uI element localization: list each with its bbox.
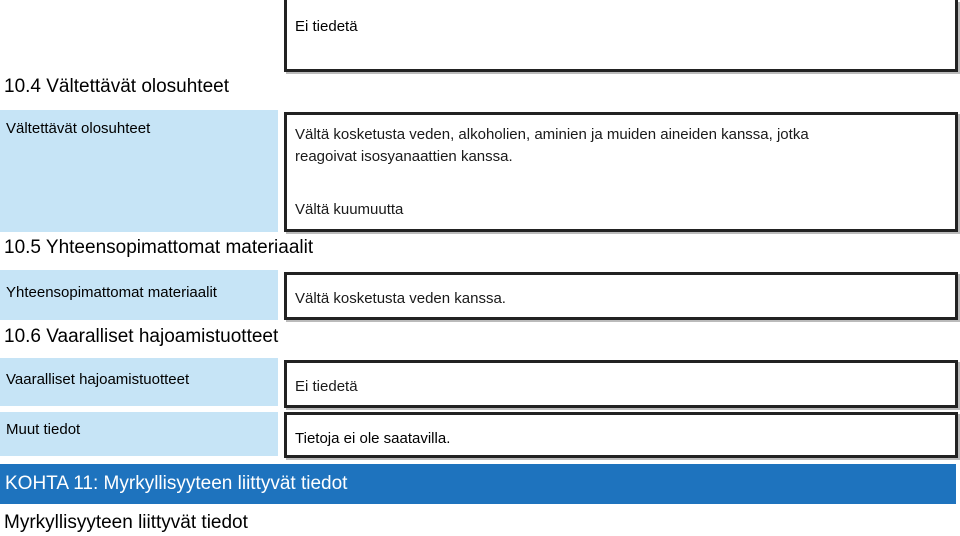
other-info-value-box	[284, 412, 958, 458]
other-info-label-cell	[0, 412, 278, 456]
section-10-4-heading: 10.4 Vältettävät olosuhteet	[4, 76, 229, 97]
top-value-text: Ei tiedetä	[295, 18, 358, 35]
section-10-4-label: Vältettävät olosuhteet	[6, 120, 151, 137]
section-10-5-value: Vältä kosketusta veden kanssa.	[295, 290, 506, 307]
section-11-banner	[0, 464, 956, 504]
section-10-6-label-cell	[0, 358, 278, 406]
section-10-4-value-line-1: Vältä kosketusta veden, alkoholien, aminien ja muiden aineiden kanssa, jotka	[295, 126, 809, 143]
section-10-5-label: Yhteensopimattomat materiaalit	[6, 284, 217, 301]
section-11-subheading: Myrkyllisyyteen liittyvät tiedot	[4, 512, 248, 533]
section-10-4-value-line-2: reagoivat isosyanaattien kanssa.	[295, 148, 513, 165]
section-10-4-value-box	[284, 112, 958, 232]
other-info-value: Tietoja ei ole saatavilla.	[295, 430, 451, 447]
section-10-6-label: Vaaralliset hajoamistuotteet	[6, 371, 190, 388]
section-10-5-value-box	[284, 272, 958, 320]
section-10-5-label-cell	[0, 270, 278, 320]
other-info-label: Muut tiedot	[6, 421, 81, 438]
section-11-banner-text: KOHTA 11: Myrkyllisyyteen liittyvät tiedot	[5, 473, 348, 494]
section-10-6-value-box	[284, 360, 958, 408]
top-value-box	[284, 0, 958, 72]
section-10-6-value: Ei tiedetä	[295, 378, 358, 395]
section-10-4-label-cell	[0, 110, 278, 232]
section-10-4-value-extra: Vältä kuumuutta	[295, 201, 404, 218]
section-10-6-heading: 10.6 Vaaralliset hajoamistuotteet	[4, 326, 279, 347]
section-10-5-heading: 10.5 Yhteensopimattomat materiaalit	[4, 237, 314, 258]
